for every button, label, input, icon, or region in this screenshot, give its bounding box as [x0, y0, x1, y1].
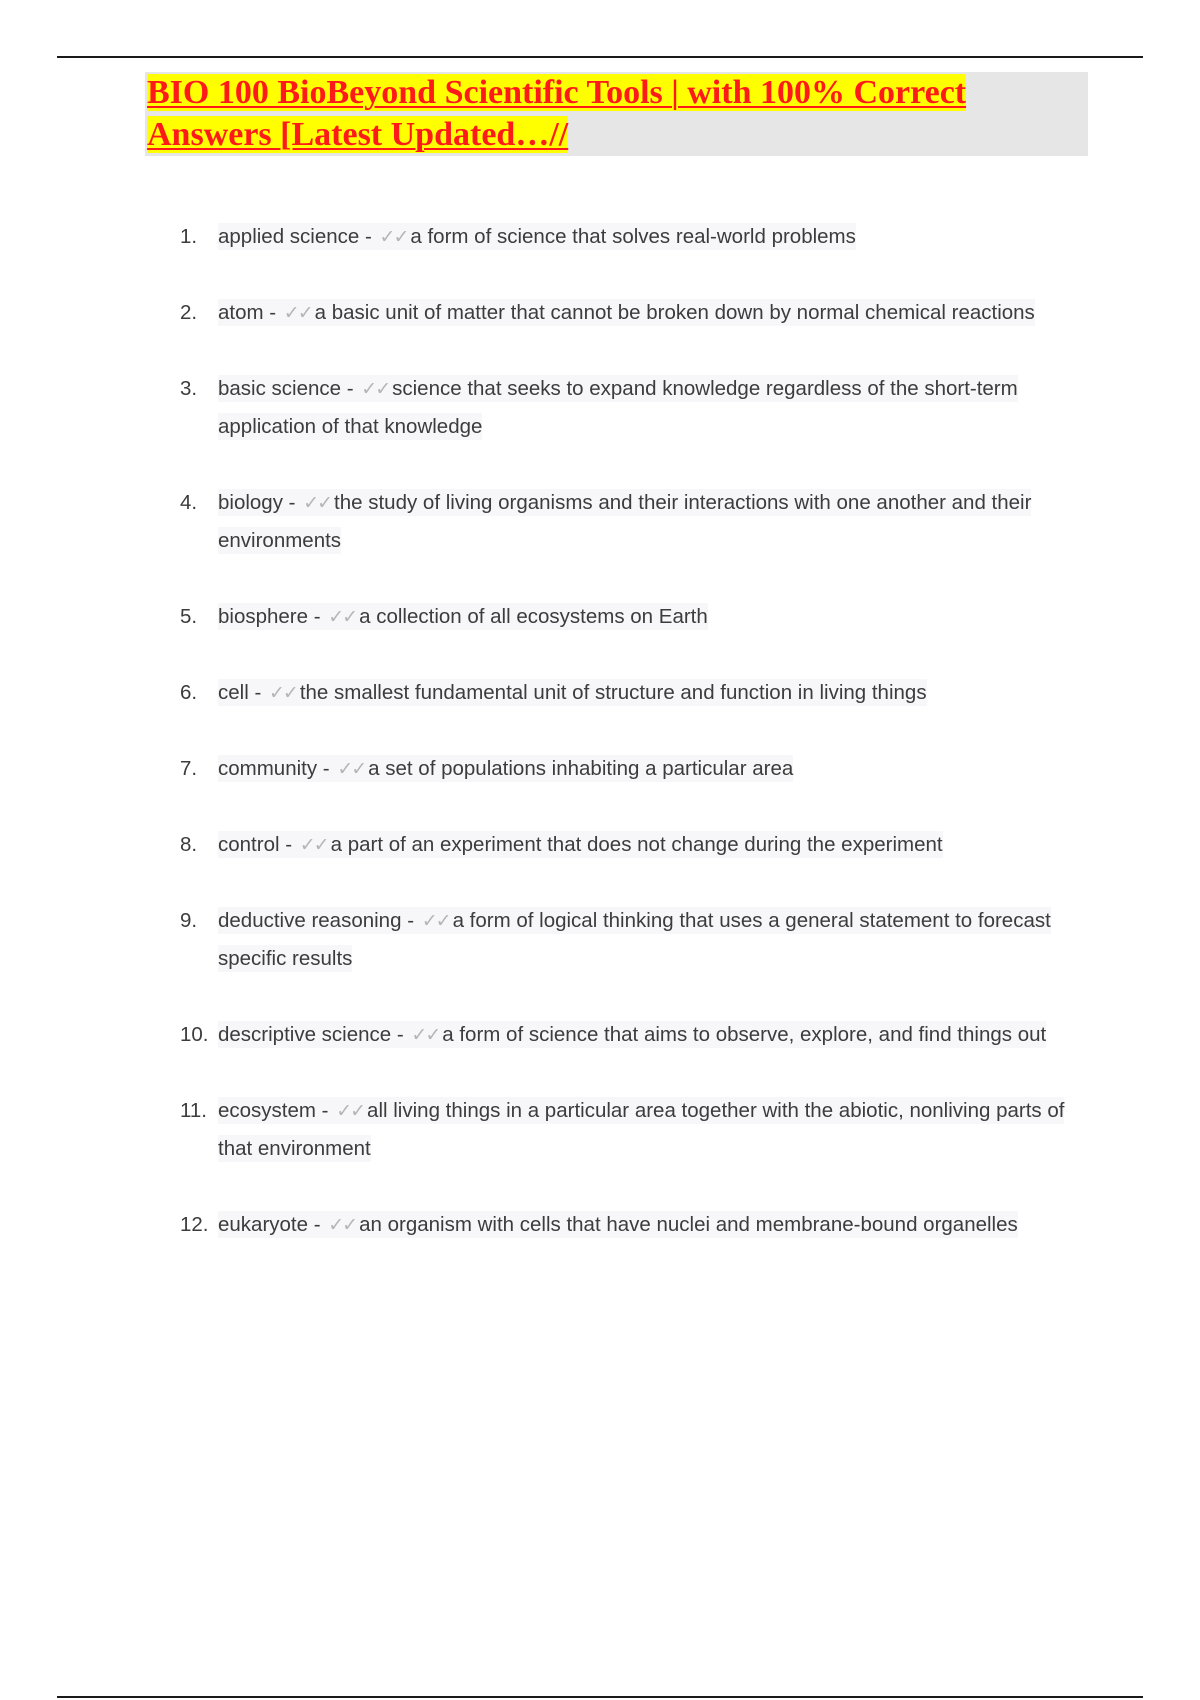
item-text-highlight — [218, 1211, 1018, 1238]
qa-list — [180, 218, 1100, 1282]
item-definition: a form of logical thinking that uses a general statement to forecast specific results — [218, 909, 1051, 970]
item-separator: - — [248, 681, 267, 704]
item-number: 7. — [180, 757, 198, 780]
item-term: biology — [218, 491, 283, 514]
item-term: atom — [218, 301, 264, 324]
item-number: 8. — [180, 833, 198, 856]
item-separator: - — [315, 1099, 335, 1122]
item-number: 12. — [180, 1213, 209, 1236]
top-rule — [57, 56, 1143, 58]
item-separator: - — [401, 909, 420, 932]
item-term: eukaryote — [218, 1213, 309, 1236]
item-text — [218, 598, 1100, 636]
item-text-highlight — [218, 755, 793, 782]
double-check-icon: ✓✓ — [268, 682, 297, 704]
double-check-icon: ✓✓ — [361, 378, 390, 400]
qa-item — [180, 1206, 1100, 1244]
item-text-highlight — [218, 223, 856, 250]
double-check-icon: ✓✓ — [328, 606, 357, 628]
qa-item — [180, 750, 1100, 788]
item-term: control — [218, 833, 280, 856]
item-definition: a form of science that solves real-world problems — [410, 225, 856, 248]
item-separator: - — [317, 757, 336, 780]
item-text — [218, 750, 1100, 788]
item-number: 5. — [180, 605, 198, 628]
item-text — [218, 1092, 1100, 1168]
item-number: 3. — [180, 377, 198, 400]
qa-item — [180, 370, 1100, 446]
item-text — [218, 1206, 1100, 1244]
double-check-icon: ✓✓ — [411, 1024, 440, 1046]
item-separator: - — [279, 833, 298, 856]
item-separator: - — [391, 1023, 410, 1046]
item-definition: science that seeks to expand knowledge regardless of the short-term application of that knowledge — [218, 377, 1018, 438]
qa-item — [180, 218, 1100, 256]
double-check-icon: ✓✓ — [337, 758, 366, 780]
item-number: 1. — [180, 225, 198, 248]
item-text — [218, 294, 1100, 332]
qa-item — [180, 826, 1100, 864]
item-separator: - — [263, 301, 282, 324]
item-text-highlight — [218, 831, 943, 858]
item-definition: a part of an experiment that does not change during the experiment — [330, 833, 943, 856]
double-check-icon: ✓✓ — [303, 492, 332, 514]
item-definition: an organism with cells that have nuclei and membrane-bound organelles — [359, 1213, 1018, 1236]
item-text-highlight — [218, 1097, 1064, 1162]
item-text — [218, 484, 1100, 560]
item-definition: a collection of all ecosystems on Earth — [359, 605, 708, 628]
item-term: applied science — [218, 225, 360, 248]
item-term: descriptive science — [218, 1023, 392, 1046]
double-check-icon: ✓✓ — [283, 302, 312, 324]
item-definition: a basic unit of matter that cannot be broken down by normal chemical reactions — [314, 301, 1035, 324]
double-check-icon: ✓✓ — [328, 1214, 357, 1236]
item-text-highlight — [218, 299, 1035, 326]
qa-item — [180, 674, 1100, 712]
item-definition: the study of living organisms and their interactions with one another and their environments — [218, 491, 1032, 552]
item-term: community — [218, 757, 318, 780]
item-definition: a form of science that aims to observe, explore, and find things out — [442, 1023, 1047, 1046]
document-title-text[interactable]: BIO 100 BioBeyond Scientific Tools | with 100% Correct Answers [Latest Updated…// — [147, 74, 967, 153]
item-text-highlight — [218, 679, 927, 706]
item-text-highlight — [218, 907, 1051, 972]
item-text — [218, 370, 1100, 446]
bottom-rule — [57, 1696, 1143, 1698]
item-separator: - — [341, 377, 360, 400]
item-text — [218, 1016, 1100, 1054]
item-definition: all living things in a particular area together with the abiotic, nonliving parts of that environment — [218, 1099, 1065, 1160]
item-text — [218, 902, 1100, 978]
item-separator: - — [359, 225, 378, 248]
item-term: cell — [218, 681, 249, 704]
item-term: deductive reasoning — [218, 909, 402, 932]
double-check-icon: ✓✓ — [336, 1100, 365, 1122]
qa-item — [180, 484, 1100, 560]
qa-item — [180, 294, 1100, 332]
item-separator: - — [308, 605, 327, 628]
double-check-icon: ✓✓ — [299, 834, 328, 856]
double-check-icon: ✓✓ — [421, 910, 450, 932]
item-number: 6. — [180, 681, 198, 704]
item-term: ecosystem — [218, 1099, 316, 1122]
double-check-icon: ✓✓ — [379, 226, 408, 248]
item-text — [218, 674, 1100, 712]
item-text-highlight — [218, 375, 1018, 440]
item-number: 10. — [180, 1023, 209, 1046]
item-term: basic science — [218, 377, 342, 400]
qa-item — [180, 1092, 1100, 1168]
item-number: 11. — [180, 1099, 207, 1122]
item-text — [218, 826, 1100, 864]
qa-item — [180, 598, 1100, 636]
item-text-highlight — [218, 603, 708, 630]
qa-item — [180, 1016, 1100, 1054]
item-number: 4. — [180, 491, 198, 514]
item-definition: the smallest fundamental unit of structure and function in living things — [299, 681, 927, 704]
item-number: 2. — [180, 301, 198, 324]
qa-item — [180, 902, 1100, 978]
item-term: biosphere — [218, 605, 309, 628]
item-text-highlight — [218, 489, 1031, 554]
item-separator: - — [308, 1213, 327, 1236]
document-title[interactable] — [147, 72, 1047, 156]
item-separator: - — [282, 491, 302, 514]
item-text-highlight — [218, 1021, 1046, 1048]
item-number: 9. — [180, 909, 198, 932]
item-definition: a set of populations inhabiting a particular area — [368, 757, 794, 780]
item-text — [218, 218, 1100, 256]
